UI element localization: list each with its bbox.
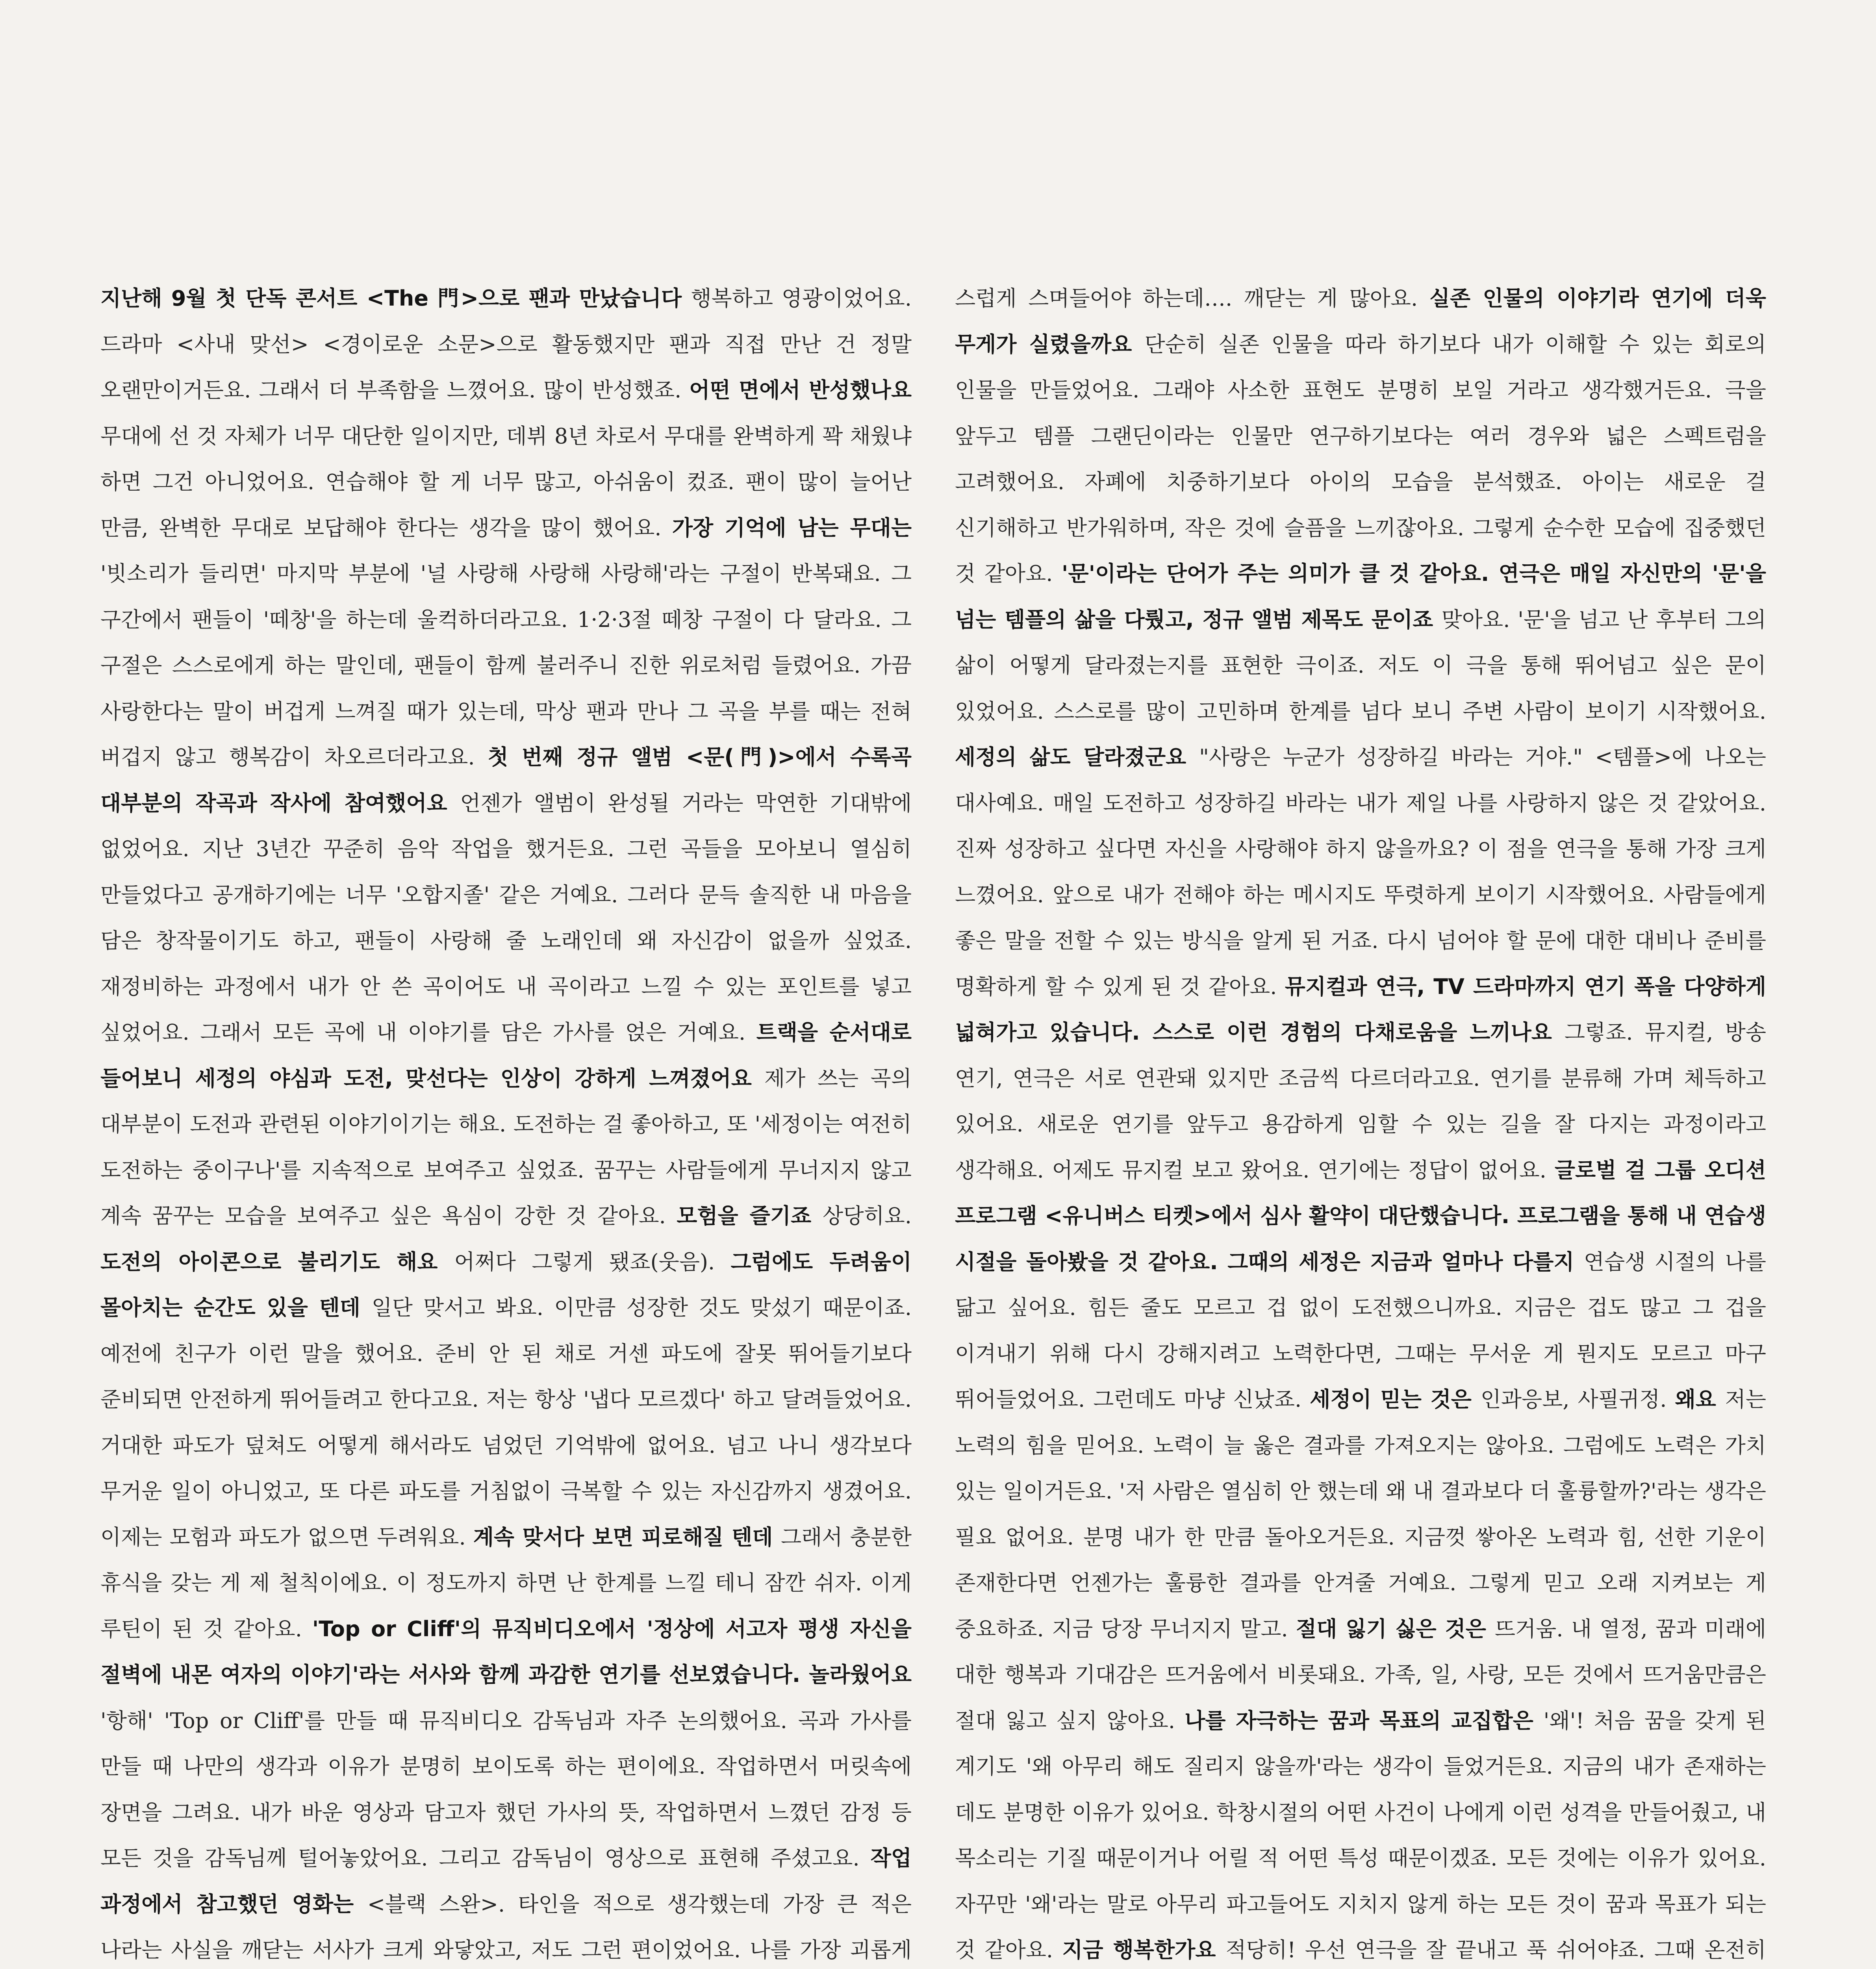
question-text: 첫 번째 정규 앨범 <문(門)>에서 수록곡 대부분의 작곡과 작사에 참여했어요: [100, 745, 912, 816]
answer-text: 그렇죠. 뮤지컬, 방송 연기, 연극은 서로 연관돼 있지만 조금씩 다르더라고요. 연기를 분류해 가며 체득하고 있어요. 새로운 연기를 앞두고 용감하게 임할 수 있는 길을 잘 다지는 과정이라고 생각해요. 어제도 뮤지컬 보고 왔어요. 연기에는 정답이 없어요.: [955, 1020, 1766, 1183]
question-text: 작업 과정에서 참고했던 영화는: [100, 1846, 912, 1917]
answer-text: 행복하고 영광이었어요. 드라마 <사내 맞선> <경이로운 소문>으로 활동했지만 팬과 직접 만난 건 정말 오랜만이거든요. 그래서 더 부족함을 느꼈어요. 많이 반성했죠.: [100, 286, 912, 402]
answer-text: 상당히요.: [823, 1203, 912, 1228]
answer-text: '항해' 'Top or Cliff'를 만들 때 뮤직비디오 감독님과 자주 논의했어요. 곡과 가사를 만들 때 나만의 생각과 이유가 분명히 보이도록 하는 편이에요. 작업하면서 머릿속에 장면을 그려요. 내가 바운 영상과 담고자 했던 가사의 뜻, 작업하면서 느꼈던 감정 등 모든 것을 감독님께 털어놓았어요. 그리고 감독님이 영상으로 표현해 주셨고요.: [100, 1708, 912, 1871]
answer-text: 적당히! 우선 연극을 잘 끝내고 푹 쉬어야죠. 그때 온전히: [1225, 1937, 1766, 1962]
answer-text: 무대에 선 것 자체가 너무 대단한 일이지만, 데뷔 8년 차로서 무대를 완벽하게 꽉 채웠냐 하면 그건 아니었어요. 연습해야 할 게 너무 많고, 아쉬움이 컸죠. 팬이 많이 늘어난 만큼, 완벽한 무대로 보답해야 한다는 생각을 많이 했어요.: [100, 423, 912, 540]
answer-text: 언젠가 앨범이 완성될 거라는 막연한 기대밖에 없었어요. 지난 3년간 꾸준히 음악 작업을 했거든요. 그런 곡들을 모아보니 열심히 만들었다고 공개하기에는 너무 '오합지졸' 같은 거예요. 그러다 문득 솔직한 내 마음을 담은 창작물이기도 하고, 팬들이 사랑해 줄 노래인데 왜 자신감이 없을까 싶었죠. 재정비하는 과정에서 내가 안 쓴 곡이어도 내 곡이라고 느낄 수 있는 포인트를 넣고 싶었어요. 그래서 모든 곡에 내 이야기를 담은 가사를 얹은 거예요.: [100, 790, 912, 1045]
question-text: 모험을 즐기죠: [677, 1203, 823, 1228]
question-text: 나를 자극하는 꿈과 목표의 교집합은: [1185, 1708, 1544, 1733]
article-body-text: [955, 276, 1766, 1969]
question-text: 왜요: [1675, 1387, 1725, 1412]
answer-text: 단순히 실존 인물을 따라 하기보다 내가 이해할 수 있는 회로의 인물을 만들었어요. 그래야 사소한 표현도 분명히 보일 거라고 생각했거든요. 극을 앞두고 템플 그랜딘이라는 인물만 연구하기보다는 여러 경우와 넓은 스펙트럼을 고려했어요. 자폐에 치중하기보다 아이의 모습을 분석했죠. 아이는 새로운 걸 신기해하고 반가워하며, 작은 것에 슬픔을 느끼잖아요. 그렇게 순수한 모습에 집중했던 것 같아요.: [955, 332, 1766, 586]
question-text: 실존 인물의 이야기라 연기에 더욱 무게가 실렸을까요: [955, 286, 1766, 357]
question-text: 세정이 믿는 것은: [1310, 1387, 1481, 1412]
question-text: 트랙을 순서대로 들어보니 세정의 야심과 도전, 맞선다는 인상이 강하게 느껴졌어요: [100, 1020, 912, 1091]
answer-text: 연습생 시절의 나를 닮고 싶어요. 힘든 줄도 모르고 겁 없이 도전했으니까요. 지금은 겁도 많고 그 겁을 이겨내기 위해 다시 강해지려고 노력한다면, 그때는 무서운 게 뭔지도 모르고 마구 뛰어들었어요. 그런데도 마냥 신났죠.: [955, 1249, 1766, 1412]
question-text: 절대 잃기 싫은 것은: [1296, 1616, 1495, 1641]
article-column-left: [100, 276, 912, 1969]
answer-text: 일단 맞서고 봐요. 이만큼 성장한 것도 맞섰기 때문이죠. 예전에 친구가 이런 말을 했어요. 준비 안 된 채로 거센 파도에 잘못 뛰어들기보다 준비되면 안전하게 뛰어들려고 한다고요. 저는 항상 '냅다 모르겠다' 하고 달려들었어요. 거대한 파도가 덮쳐도 어떻게 해서라도 넘었던 기억밖에 없어요. 넘고 나니 생각보다 무거운 일이 아니었고, 또 다른 파도를 거침없이 극복할 수 있는 자신감까지 생겼어요. 이제는 모험과 파도가 없으면 두려워요.: [100, 1295, 912, 1550]
question-text: 어떤 면에서 반성했나요: [689, 378, 912, 402]
article-column-right: [955, 276, 1766, 1969]
question-text: 'Top or Cliff'의 뮤직비디오에서 '정상에 서고자 평생 자신을 절벽에 내몬 여자의 이야기'라는 서사와 함께 과감한 연기를 선보였습니다. 놀라웠어요: [100, 1616, 912, 1687]
question-text: '문'이라는 단어가 주는 의미가 클 것 같아요. 연극은 매일 자신만의 '문'을 넘는 템플의 삶을 다뤘고, 정규 앨범 제목도 문이죠: [955, 561, 1766, 632]
answer-text: 맞아요. '문'을 넘고 난 후부터 그의 삶이 어떻게 달라졌는지를 표현한 극이죠. 저도 이 극을 통해 뛰어넘고 싶은 문이 있었어요. 스스로를 많이 고민하며 한계를 넘다 보니 주변 사람이 보이기 시작했어요.: [955, 607, 1767, 724]
question-text: 도전의 아이콘으로 불리기도 해요: [100, 1249, 454, 1274]
question-text: 계속 맞서다 보면 피로해질 텐데: [473, 1524, 781, 1550]
answer-text: 뜨거움. 내 열정, 꿈과 미래에 대한 행복과 기대감은 뜨거움에서 비롯돼요. 가족, 일, 사랑, 모든 것에서 뜨거움만큼은 절대 잃고 싶지 않아요.: [955, 1616, 1767, 1733]
answer-text: 스럽게 스며들어야 하는데…. 깨닫는 게 많아요.: [955, 286, 1429, 311]
question-text: 세정의 삶도 달라졌군요: [955, 745, 1199, 769]
question-text: 지금 행복한가요: [1062, 1937, 1226, 1962]
answer-text: '빗소리가 들리면' 마지막 부분에 '널 사랑해 사랑해 사랑해'라는 구절이 반복돼요. 그 구간에서 팬들이 '떼창'을 하는데 울컥하더라고요. 1·2·3절 떼창 구절이 다 달라요. 그 구절은 스스로에게 하는 말인데, 팬들이 함께 불러주니 진한 위로처럼 들렸어요. 가끔 사랑한다는 말이 버겁게 느껴질 때가 있는데, 막상 팬과 만나 그 곡을 부를 때는 전혀 버겁지 않고 행복감이 차오르더라고요.: [100, 561, 912, 769]
answer-text: <블랙 스완>. 타인을 적으로 생각했는데 가장 큰 적은 나라는 사실을 깨닫는 서사가 크게 와닿았고, 저도 그런 편이었어요. 나를 가장 괴롭게: [100, 1891, 912, 1962]
question-text: 가장 기억에 남는 무대는: [672, 515, 912, 540]
answer-text: "사랑은 누군가 성장하길 바라는 거야." <템플>에 나오는 대사예요. 매일 도전하고 성장하길 바라는 내가 제일 나를 사랑하지 않은 것 같았어요. 진짜 성장하고 싶다면 자신을 사랑해야 하지 않을까요? 이 점을 연극을 통해 가장 크게 느꼈어요. 앞으로 내가 전해야 하는 메시지도 뚜렷하게 보이기 시작했어요. 사람들에게 좋은 말을 전할 수 있는 방식을 알게 된 거죠. 다시 넘어야 할 문에 대한 대비나 준비를 명확하게 할 수 있게 된 것 같아요.: [955, 745, 1766, 999]
answer-text: 어쩌다 그렇게 됐죠(웃음).: [454, 1249, 731, 1274]
answer-text: 그래서 충분한 휴식을 갖는 게 제 철칙이에요. 이 정도까지 하면 난 한계를 느낄 테니 잠깐 쉬자. 이게 루틴이 된 것 같아요.: [100, 1524, 912, 1641]
article-body-text: [100, 276, 912, 1969]
question-text: 뮤지컬과 연극, TV 드라마까지 연기 폭을 다양하게 넓혀가고 있습니다. 스스로 이런 경험의 다채로움을 느끼나요: [955, 974, 1766, 1045]
question-text: 그럼에도 두려움이 몰아치는 순간도 있을 텐데: [100, 1249, 912, 1320]
question-text: 지난해 9월 첫 단독 콘서트 <The 門>으로 팬과 만났습니다: [100, 286, 691, 311]
answer-text: 제가 쓰는 곡의 대부분이 도전과 관련된 이야기이기는 해요. 도전하는 걸 좋아하고, 또 '세정이는 여전히 도전하는 중이구나'를 지속적으로 보여주고 싶었죠. 꿈꾸는 사람들에게 무너지지 않고 계속 꿈꾸는 모습을 보여주고 싶은 욕심이 강한 것 같아요.: [100, 1066, 912, 1228]
answer-text: '왜'! 처음 꿈을 갖게 된 계기도 '왜 아무리 해도 질리지 않을까'라는 생각이 들었거든요. 지금의 내가 존재하는 데도 분명한 이유가 있어요. 학창시절의 어떤 사건이 나에게 이런 성격을 만들어줬고, 내 목소리는 기질 때문이거나 어릴 적 어떤 특성 때문이겠죠. 모든 것에는 이유가 있어요. 자꾸만 '왜'라는 말로 아무리 파고들어도 지치지 않게 하는 모든 것이 꿈과 목표가 되는 것 같아요.: [955, 1708, 1766, 1962]
question-text: 글로벌 걸 그룹 오디션 프로그램 <유니버스 티켓>에서 심사 활약이 대단했습니다. 프로그램을 통해 내 연습생 시절을 돌아봤을 것 같아요. 그때의 세정은 지금과 얼마나 다를지: [955, 1157, 1767, 1274]
answer-text: 저는 노력의 힘을 믿어요. 노력이 늘 옳은 결과를 가져오지는 않아요. 그럼에도 노력은 가치 있는 일이거든요. '저 사람은 열심히 안 했는데 왜 내 결과보다 더 훌륭할까?'라는 생각은 필요 없어요. 분명 내가 한 만큼 돌아오거든요. 지금껏 쌓아온 노력과 힘, 선한 기운이 존재한다면 언젠가는 훌륭한 결과를 안겨줄 거예요. 그렇게 믿고 오래 지켜보는 게 중요하죠. 지금 당장 무너지지 말고.: [955, 1387, 1767, 1641]
answer-text: 인과응보, 사필귀정.: [1480, 1387, 1675, 1412]
